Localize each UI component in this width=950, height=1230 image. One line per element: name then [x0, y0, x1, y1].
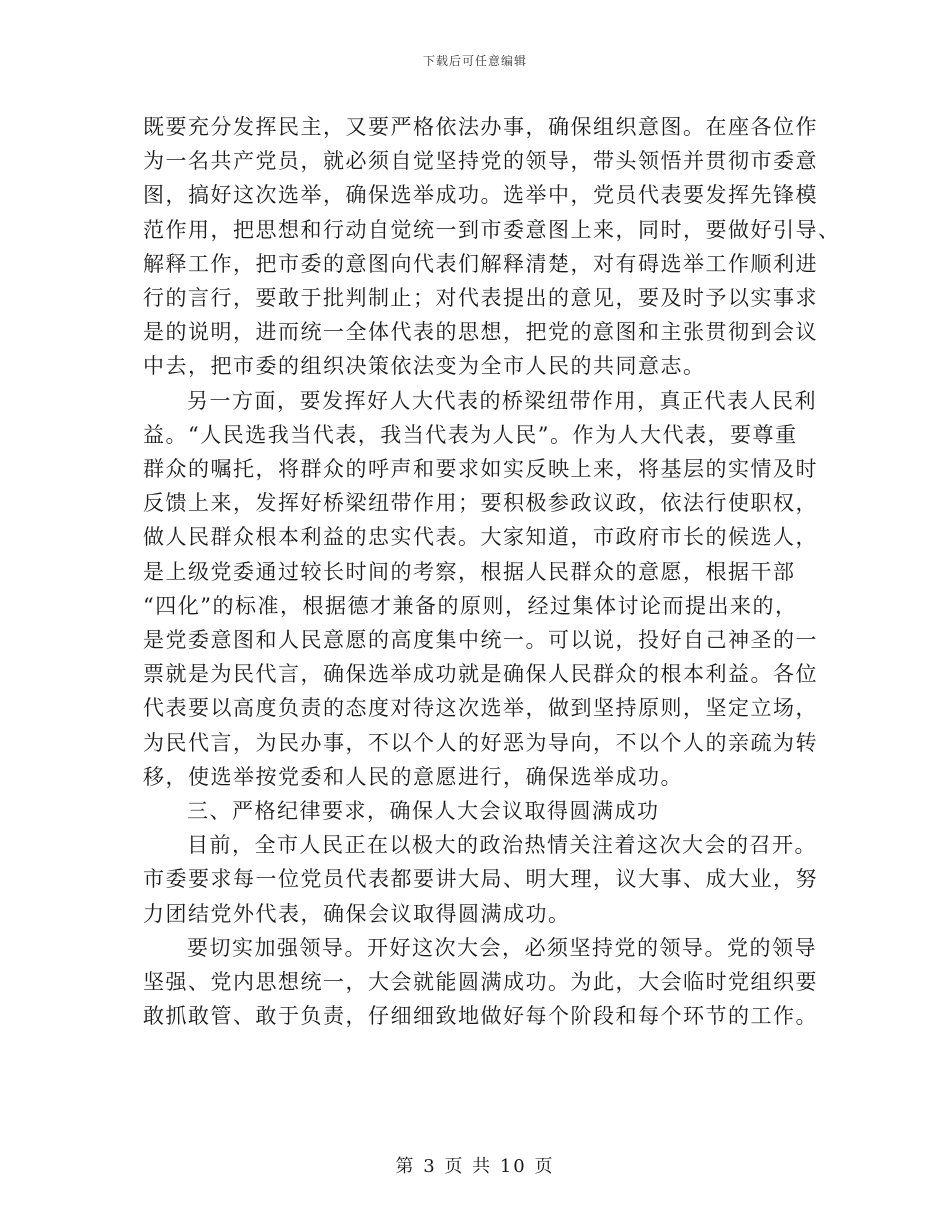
- text-line: 既要充分发挥民主，又要严格依法办事，确保组织意图。在座各位作: [143, 115, 818, 139]
- text-line: 做人民群众根本利益的忠实代表。大家知道，市政府市长的候选人，: [143, 525, 818, 550]
- page-header: 下载后可任意编辑: [422, 54, 527, 68]
- text-line: 行的言行，要敢于批判制止；对代表提出的意见，要及时予以实事求: [143, 286, 818, 311]
- text-line: 图，搞好这次选举，确保选举成功。选举中，党员代表要发挥先锋模: [143, 183, 818, 208]
- text-line: 敢抓敢管、敢于负责，仔细细致地做好每个阶段和每个环节的工作。: [143, 1004, 818, 1029]
- text-line: 群众的嘱托，将群众的呼声和要求如实反映上来，将基层的实情及时: [143, 457, 818, 482]
- text-line: 坚强、党内思想统一，大会就能圆满成功。为此，大会临时党组织要: [143, 970, 818, 995]
- text-line: 代表要以高度负责的态度对待这次选举，做到坚持原则，坚定立场，: [143, 696, 818, 721]
- text-line: 市委要求每一位党员代表都要讲大局、明大理，议大事、成大业，努: [143, 867, 818, 892]
- text-line: 是的说明，进而统一全体代表的思想，把党的意图和主张贯彻到会议: [143, 320, 818, 345]
- paragraph-start-line: 另一方面，要发挥好人大代表的桥梁纽带作用，真正代表人民利: [187, 388, 817, 413]
- text-line: 票就是为民代言，确保选举成功就是确保人民群众的根本利益。各位: [143, 662, 818, 687]
- text-line: 益。“人民选我当代表，我当代表为人民”。作为人大代表，要尊重: [143, 422, 798, 447]
- text-line: 反馈上来，发挥好桥梁纽带作用；要积极参政议政，依法行使职权，: [143, 491, 818, 516]
- text-line: 移，使选举按党委和人民的意愿进行，确保选举成功。: [143, 764, 683, 789]
- document-body: [143, 110, 841, 1033]
- text-line: “四化”的标准，根据德才兼备的原则，经过集体讨论而提出来的，: [143, 593, 798, 618]
- paragraph-start-line: 目前，全市人民正在以极大的政治热情关注着这次大会的召开。: [187, 833, 817, 858]
- text-line: 力团结党外代表，确保会议取得圆满成功。: [143, 901, 571, 926]
- text-line: 是上级党委通过较长时间的考察，根据人民群众的意愿，根据干部: [143, 559, 796, 584]
- text-line: 范作用，把思想和行动自觉统一到市委意图上来，同时，要做好引导、: [143, 217, 841, 242]
- paragraph-start-line: 要切实加强领导。开好这次大会，必须坚持党的领导。党的领导: [187, 935, 817, 960]
- text-line: 中去，把市委的组织决策依法变为全市人民的共同意志。: [143, 354, 706, 379]
- section-heading: 三、严格纪律要求，确保人大会议取得圆满成功: [187, 799, 660, 824]
- page-number: 第 3 页 共 10 页: [395, 1156, 555, 1177]
- text-line: 解释工作，把市委的意图向代表们解释清楚，对有碍选举工作顺利进: [143, 251, 818, 276]
- text-line: 为一名共产党员，就必须自觉坚持党的领导，带头领悟并贯彻市委意: [143, 149, 818, 174]
- text-line: 为民代言，为民办事，不以个人的好恶为导向，不以个人的亲疏为转: [143, 730, 818, 755]
- text-line: 是党委意图和人民意愿的高度集中统一。可以说，投好自己神圣的一: [143, 628, 818, 653]
